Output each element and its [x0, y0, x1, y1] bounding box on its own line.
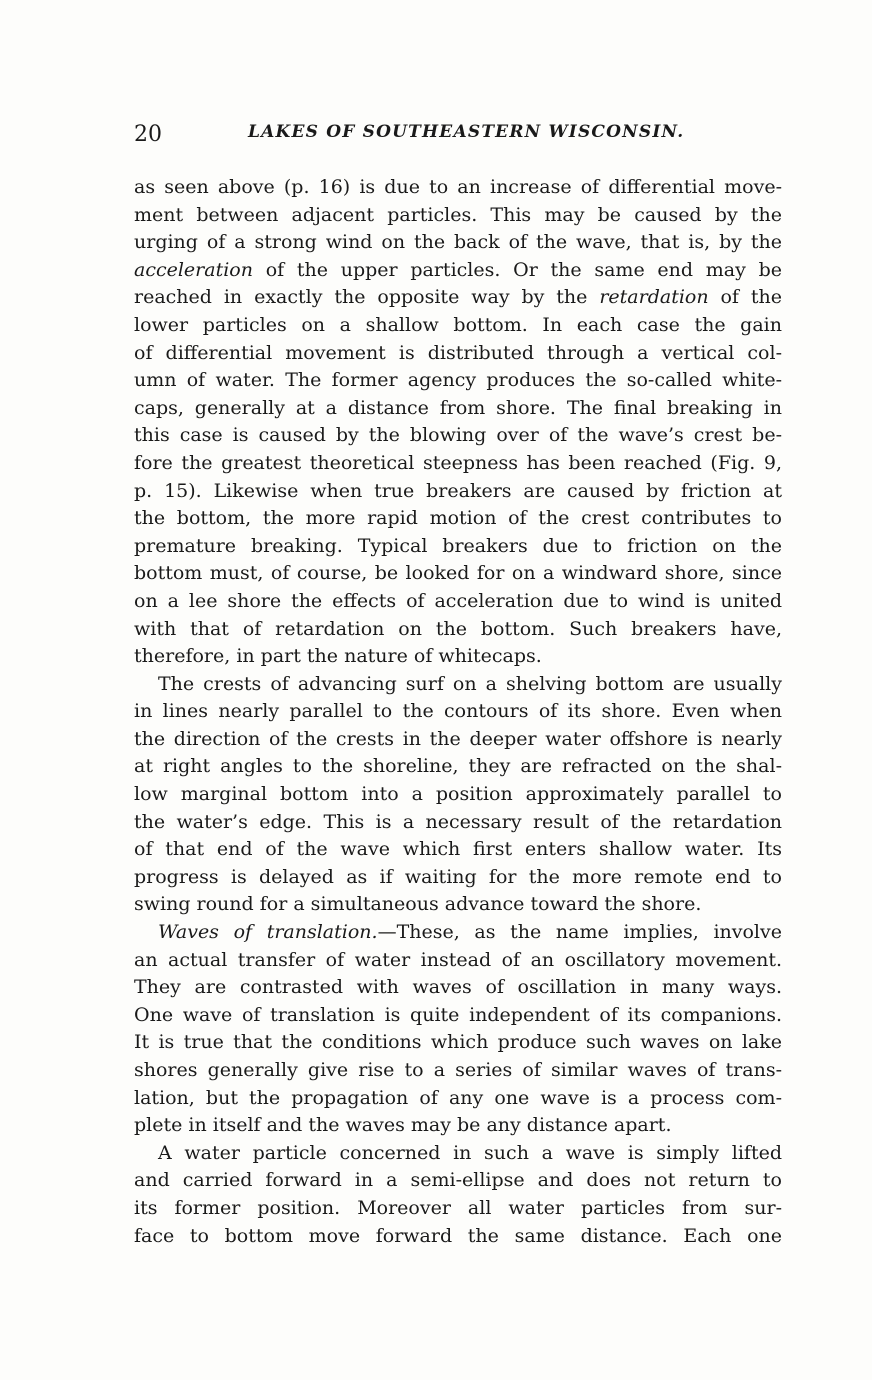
line-fragment: of the: [708, 286, 782, 309]
text-line: p. 15). Likewise when true breakers are caused by friction at: [134, 479, 782, 502]
text-line: with that of retardation on the bottom. Such breakers have,: [134, 617, 782, 640]
italic-term: retardation: [599, 286, 709, 309]
text-line: The crests of advancing surf on a shelving bottom are usually: [158, 672, 782, 695]
text-line: of differential movement is distributed through a vertical col-: [134, 341, 782, 364]
text-line: [134, 284, 782, 312]
text-line: as seen above (p. 16) is due to an increase of differential move-: [134, 176, 782, 198]
body-text: [134, 174, 782, 1250]
text-line: therefore, in part the nature of whitecaps.: [134, 645, 542, 668]
text-line: its former position. Moreover all water particles from sur-: [134, 1196, 782, 1219]
text-line: an actual transfer of water instead of an oscillatory movement.: [134, 948, 782, 971]
text-line: urging of a strong wind on the back of the wave, that is, by the: [134, 231, 782, 254]
text-line: bottom must, of course, be looked for on a windward shore, since: [134, 562, 782, 585]
text-line: It is true that the conditions which produce such waves on lake: [134, 1031, 782, 1054]
text-line: on a lee shore the effects of acceleration due to wind is united: [134, 589, 782, 612]
text-line: One wave of translation is quite independent of its companions.: [134, 1003, 782, 1026]
text-line: [134, 919, 782, 947]
text-line: the bottom, the more rapid motion of the crest contributes to: [134, 507, 782, 530]
text-line: swing round for a simultaneous advance toward the shore.: [134, 893, 702, 916]
text-line: shores generally give rise to a series of similar waves of trans-: [134, 1059, 782, 1081]
paragraph: [134, 919, 782, 1140]
text-line: They are contrasted with waves of oscillation in many ways.: [134, 976, 782, 999]
paragraph: [134, 671, 782, 919]
text-line: of that end of the wave which first enters shallow water. Its: [134, 838, 782, 861]
text-line: [134, 257, 782, 285]
text-line: A water particle concerned in such a wave is simply lifted: [158, 1141, 782, 1164]
text-line: the direction of the crests in the deeper water offshore is nearly: [134, 727, 782, 750]
text-line: face to bottom move forward the same distance. Each one: [134, 1224, 782, 1247]
page-header: [134, 118, 782, 148]
text-line: low marginal bottom into a position approximately parallel to: [134, 783, 782, 806]
italic-term: acceleration: [134, 258, 253, 281]
paragraph: [134, 1140, 782, 1250]
text-line: progress is delayed as if waiting for the more remote end to: [134, 865, 782, 888]
paragraph: [134, 174, 782, 671]
text-line: caps, generally at a distance from shore. The final breaking in: [134, 396, 782, 419]
text-line: plete in itself and the waves may be any distance apart.: [134, 1114, 672, 1137]
text-line: umn of water. The former agency produces the so-called white-: [134, 369, 782, 392]
line-fragment: of the upper particles. Or the same end may be: [252, 258, 782, 281]
text-line: fore the greatest theoretical steepness has been reached (Fig. 9,: [134, 451, 782, 474]
text-line: lation, but the propagation of any one wave is a process com-: [134, 1086, 782, 1109]
running-title: LAKES OF SOUTHEASTERN WISCONSIN.: [248, 122, 685, 142]
text-line: this case is caused by the blowing over of the wave’s crest be-: [134, 424, 782, 447]
text-line: ment between adjacent particles. This may be caused by the: [134, 203, 782, 226]
text-line: the water’s edge. This is a necessary result of the retardation: [134, 810, 782, 833]
text-line: in lines nearly parallel to the contours of its shore. Even when: [134, 700, 782, 723]
line-fragment: reached in exactly the opposite way by the: [134, 286, 600, 309]
text-line: lower particles on a shallow bottom. In each case the gain: [134, 313, 782, 336]
text-line: at right angles to the shoreline, they are refracted on the shal-: [134, 755, 782, 778]
section-heading-italic: Waves of translation.: [158, 921, 378, 944]
page-number: 20: [134, 122, 162, 147]
text-line: and carried forward in a semi-ellipse and does not return to: [134, 1169, 782, 1192]
line-fragment: —These, as the name implies, involve: [377, 921, 782, 944]
text-line: premature breaking. Typical breakers due to friction on the: [134, 534, 782, 557]
